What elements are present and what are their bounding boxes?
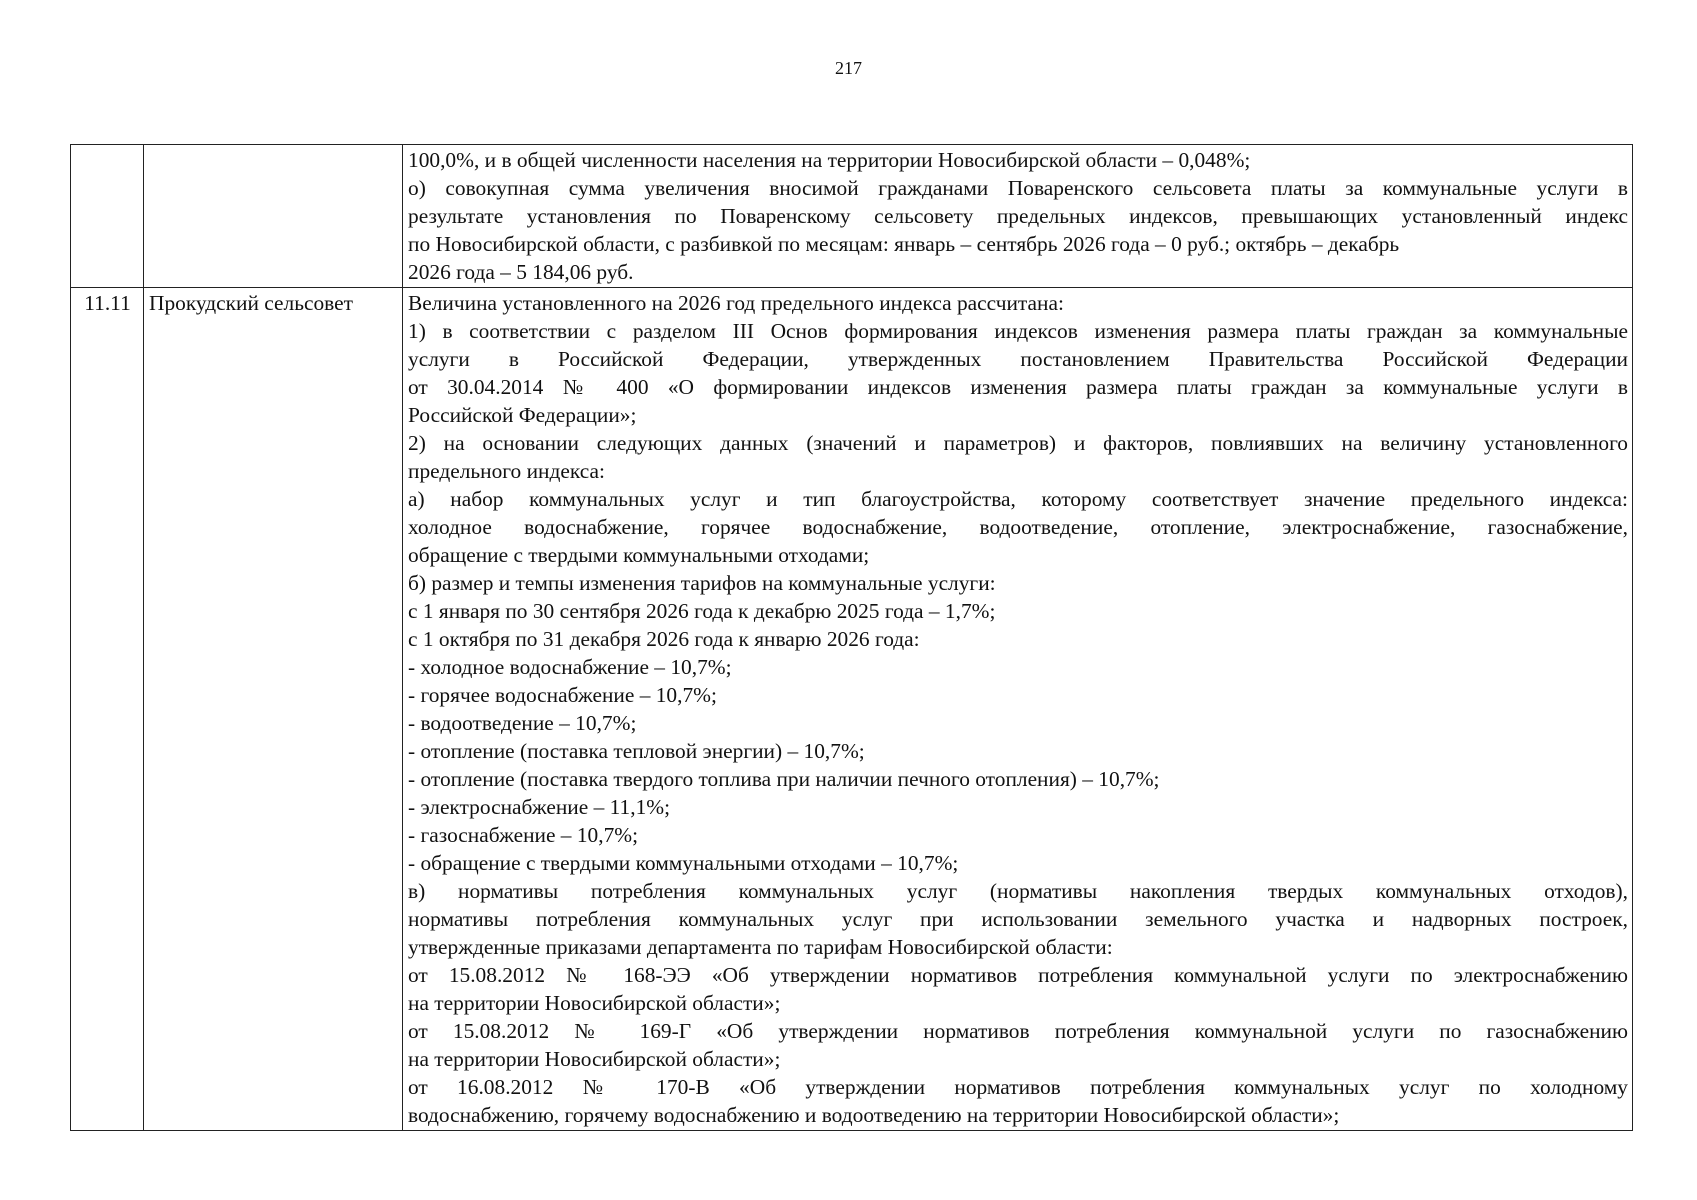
text-line: - холодное водоснабжение – 10,7%; [408, 655, 732, 679]
text-line: предельного индекса: [408, 459, 605, 483]
text-line: 2026 года – 5 184,06 руб. [408, 260, 634, 284]
page-number: 217 [835, 58, 862, 78]
text-line: от 16.08.2012 № 170-В «Об утверждении нормативов потребления коммунальных услуг по холодному [408, 1075, 1628, 1099]
text-line: 1) в соответствии с разделом III Основ формирования индексов изменения размера платы граждан за коммунальные [408, 319, 1628, 343]
text-line: 100,0%, и в общей численности населения на территории Новосибирской области – 0,048%; [408, 148, 1251, 172]
text-line: - водоотведение – 10,7%; [408, 711, 637, 735]
text-line: с 1 октября по 31 декабря 2026 года к январю 2026 года: [408, 627, 920, 651]
text-line: от 15.08.2012 № 168-ЭЭ «Об утверждении нормативов потребления коммунальной услуги по электроснабжению [408, 963, 1628, 987]
text-line: от 30.04.2014 № 400 «О формировании индексов изменения размера платы граждан за коммунальные услуги в [408, 375, 1628, 399]
text-line: - горячее водоснабжение – 10,7%; [408, 683, 717, 707]
table-row [71, 145, 1633, 288]
row-number-cell [71, 145, 144, 288]
text-line: Российской Федерации»; [408, 403, 637, 427]
text-line: 2) на основании следующих данных (значений и параметров) и факторов, повлиявших на величину установленного [408, 431, 1628, 455]
text-line: б) размер и темпы изменения тарифов на коммунальные услуги: [408, 571, 996, 595]
text-line: - отопление (поставка твердого топлива при наличии печного отопления) – 10,7%; [408, 767, 1160, 791]
text-line: на территории Новосибирской области»; [408, 1047, 781, 1071]
document-table [70, 144, 1633, 1131]
table-body [71, 145, 1633, 1131]
text-line: на территории Новосибирской области»; [408, 991, 781, 1015]
text-line: - газоснабжение – 10,7%; [408, 823, 639, 847]
text-line: в) нормативы потребления коммунальных услуг (нормативы накопления твердых коммунальных отходов), [408, 879, 1628, 903]
settlement-name-cell: Прокудский сельсовет [144, 288, 403, 1131]
text-line: о) совокупная сумма увеличения вносимой гражданами Поваренского сельсовета платы за коммунальные услуги в [408, 176, 1628, 200]
description-cell [403, 145, 1633, 288]
text-line: Величина установленного на 2026 год предельного индекса рассчитана: [408, 291, 1064, 315]
row-number-cell: 11.11 [71, 288, 144, 1131]
text-line: результате установления по Поваренскому сельсовету предельных индексов, превышающих установленный индекс [408, 204, 1628, 228]
text-line: обращение с твердыми коммунальными отходами; [408, 543, 870, 567]
text-line: услуги в Российской Федерации, утвержденных постановлением Правительства Российской Федерации [408, 347, 1628, 371]
text-line: водоснабжению, горячему водоснабжению и водоотведению на территории Новосибирской области»; [408, 1103, 1340, 1127]
text-line: утвержденные приказами департамента по тарифам Новосибирской области: [408, 935, 1113, 959]
table-row [71, 288, 1633, 1131]
text-line: с 1 января по 30 сентября 2026 года к декабрю 2025 года – 1,7%; [408, 599, 996, 623]
description-cell [403, 288, 1633, 1131]
settlement-name-cell [144, 145, 403, 288]
text-line: нормативы потребления коммунальных услуг при использовании земельного участка и надворных построек, [408, 907, 1628, 931]
text-line: - электроснабжение – 11,1%; [408, 795, 671, 819]
text-line: - обращение с твердыми коммунальными отходами – 10,7%; [408, 851, 959, 875]
text-line: по Новосибирской области, с разбивкой по месяцам: январь – сентябрь 2026 года – 0 руб.; октябрь – декабрь [408, 232, 1400, 256]
text-line: холодное водоснабжение, горячее водоснабжение, водоотведение, отопление, электроснабжение, газоснабжение, [408, 515, 1628, 539]
text-line: а) набор коммунальных услуг и тип благоустройства, которому соответствует значение предельного индекса: [408, 487, 1628, 511]
text-line: - отопление (поставка тепловой энергии) – 10,7%; [408, 739, 865, 763]
text-line: от 15.08.2012 № 169-Г «Об утверждении нормативов потребления коммунальной услуги по газоснабжению [408, 1019, 1628, 1043]
